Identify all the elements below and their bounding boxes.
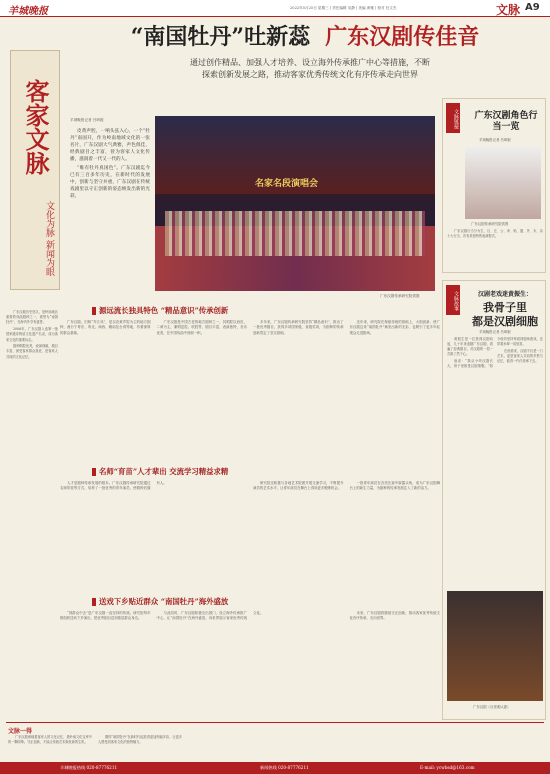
stage-photo bbox=[155, 116, 435, 291]
sidebar-photo-caption-1: 广东汉剧传承研究院供图 bbox=[471, 222, 509, 226]
performers bbox=[165, 211, 425, 256]
section-heading-3: 送戏下乡贴近群众 “南国牡丹”海外盛放 bbox=[92, 596, 228, 607]
headline-part1: “南国牡丹”吐新蕊 bbox=[130, 24, 311, 50]
footer-email: E-mail: ycwbsd@163.com bbox=[420, 765, 475, 770]
deck-line-2: 探索创新发展之路，推动客家优秀传统文化有序传承走向世界 bbox=[202, 70, 418, 79]
left-column: 广东汉剧历史悠久，是岭南地区重要的戏曲剧种之一，被誉为“南国牡丹”，在海内外享有盛誉。 2006年，广东汉剧入选第一批国家级非物质文化遗产名录，成为客家文化的重要标志。 剧种唱腔优美，表演细腻，剧目丰富，深受客家群众喜爱，是客家人共同的文化记忆。 bbox=[6, 310, 58, 359]
masthead-slogan: 文化为脉 新闻为眼 bbox=[44, 201, 54, 276]
byline: 羊城晚报记者 吕琦妮 bbox=[70, 118, 104, 122]
stage-banner: 名家名段演唱会 bbox=[255, 179, 319, 189]
section-heading-1: 源远流长独具特色 “精品意识”传承创新 bbox=[92, 305, 228, 316]
footer-phone: 新闻热线 020-87776211 bbox=[260, 765, 309, 770]
header-bar bbox=[0, 0, 550, 17]
bottom-note: 文脉一得 广东汉剧承载着客家人的文化记忆，是岭南文化宝库中的一颗明珠。守正创新，才能让传统艺术焕发新的生机。 期待“南国牡丹”在新时代绽放得更加绚丽多彩，让更多人感受到客家文化的独特魅力。 bbox=[6, 722, 544, 760]
deck-line-1: 通过创作精品、加强人才培养、设立海外传承推广中心等措施，不断 bbox=[190, 58, 430, 67]
bottom-tag: 文脉一得 bbox=[8, 728, 33, 735]
section-heading-2: 名师“育苗”人才辈出 交流学习精益求精 bbox=[92, 466, 228, 477]
sidebar-title-2b: 我骨子里 bbox=[483, 301, 527, 314]
footer-hotline: 羊城晚报热线 020-87776211 bbox=[60, 765, 118, 770]
photo-caption: 广东汉剧传承研究院供图 bbox=[380, 294, 420, 298]
body-columns-3: “到群众中去”是广东汉剧一直坚持的传统。研究院每年都组织送戏下乡演出，把优秀剧目送到基层群众身边。 与此同时，广东汉剧积极走出国门，设立海外传承推广中心，让“南国牡丹”在海外盛放，向世界展示客家优秀传统文化。 未来，广东汉剧将继续守正创新，推动客家优秀传统文化有序传承，走向世界。 bbox=[60, 611, 440, 621]
lead-text bbox=[70, 128, 150, 328]
sidebar-title-1: 广东汉剧角色行当一览 bbox=[474, 111, 538, 132]
masthead-title: 客家文脉 bbox=[21, 79, 50, 175]
sidebar-byline-1: 羊城晚报记者 吕琦妮 bbox=[479, 138, 511, 142]
sidebar-tag-2: 文脉故事 bbox=[446, 285, 460, 315]
sidebar-roles: 文脉链接 广东汉剧角色行当一览 羊城晚报记者 吕琦妮 广东汉剧传承研究院供图 广东汉剧行当分为生、旦、丑、公、净、贴、婆、外、末、杂十大行当，各有其独特的表演程式。 bbox=[442, 98, 546, 273]
sidebar-tag-1: 文脉链接 bbox=[446, 103, 460, 133]
body-columns-2: 人才是剧种传承发展的根本。广东汉剧传承研究院通过名师带徒等方式，培养了一批优秀的青年演员，使剧种后继有人。 研究院还积极与各地艺术院团开展交流学习，不断提升演员的艺术水平，让青年演员在舞台上得到更多锻炼机会。 一批青年演员在各类比赛中崭露头角，成为广东汉剧舞台上的新生力量，为剧种的传承发展注入了新的活力。 bbox=[60, 481, 440, 491]
sidebar-photo-caption-2: 广东汉剧《百里奚认妻》 bbox=[473, 705, 511, 709]
sidebar-photo-opera bbox=[447, 591, 543, 701]
sidebar-title-2a: 汉剧老戏迷黄振生： bbox=[477, 291, 532, 298]
newspaper-logo: 羊城晚报 bbox=[8, 6, 48, 17]
sidebar-story: 文脉故事 汉剧老戏迷黄振生： 我骨子里 都是汉剧细胞 羊城晚报记者 吕琦妮 黄振生是一位资深汉剧戏迷，几十年来追随广东汉剧，看遍了经典剧目，对汉剧的一招一式都了然于心。 他说：“我从小听汉剧长大，骨子里都是汉剧细胞。”如今他仍坚持每周到剧场看戏，还带着孙辈一同欣赏。 在他看来，汉剧不仅是一门艺术，更是客家人共同的乡愁与记忆，值得一代代传承下去。 广东汉剧《百里奚认妻》 bbox=[442, 280, 546, 720]
dateline: 2022年5月25日 星期三 | 责任编辑 吴静 | 美编 黄雅 | 校对 杜文杰 bbox=[290, 6, 397, 10]
sidebar-byline-2: 羊城晚报记者 吕琦妮 bbox=[479, 330, 511, 334]
sidebar-title-2c: 都是汉剧细胞 bbox=[472, 315, 538, 328]
sidebar-photo-1 bbox=[465, 147, 541, 219]
lead-paragraph: “唯有牡丹真国色”。广东汉剧迄今已有三百多年历史，在新时代的发展中，创新与坚守并重，广东汉剧在传统戏剧里以守正创新的姿态焕发出新的光彩。 bbox=[70, 165, 150, 199]
masthead bbox=[10, 50, 60, 290]
footer-bar bbox=[0, 762, 550, 774]
headline bbox=[70, 20, 540, 52]
section-name: 文脉 bbox=[496, 3, 521, 17]
body-columns-1: 广东汉剧，旧称“外江戏”，是以皮黄声腔为主的地方剧种，流行于粤东、粤北、闽西、赣南及台湾等地，有着深厚的群众基础。 广东汉剧是中国古老的地方剧种之一，其唱腔以西皮、二黄为主，兼唱昆腔、吹腔等，剧目丰富，表演独特，音乐优美，在中国戏曲中独树一帜。 多年来，广东汉剧传承研究院坚持“精品意识”，推出了一批优秀剧目，获得多项国家级、省级奖项，为剧种的传承创新奠定了坚实基础。 近年来，研究院在保留传统的基础上，大胆创新，使广东汉剧这朵“南国牡丹”焕发出新的光彩，也吸引了更多年轻观众走进剧场。 bbox=[60, 320, 440, 335]
headline-part2: 广东汉剧传佳音 bbox=[325, 24, 480, 50]
lead-paragraph: 皮黄声腔，一响头弦入心，一个“牡丹”南国开，作为岭南地域文化的一张名片，广东汉剧大气典雅，声色俱佳，经典剧目之丰富，曾为客家人文化传播，滋润着一代又一代的人。 bbox=[70, 129, 150, 162]
page-number: A9 bbox=[525, 2, 540, 13]
